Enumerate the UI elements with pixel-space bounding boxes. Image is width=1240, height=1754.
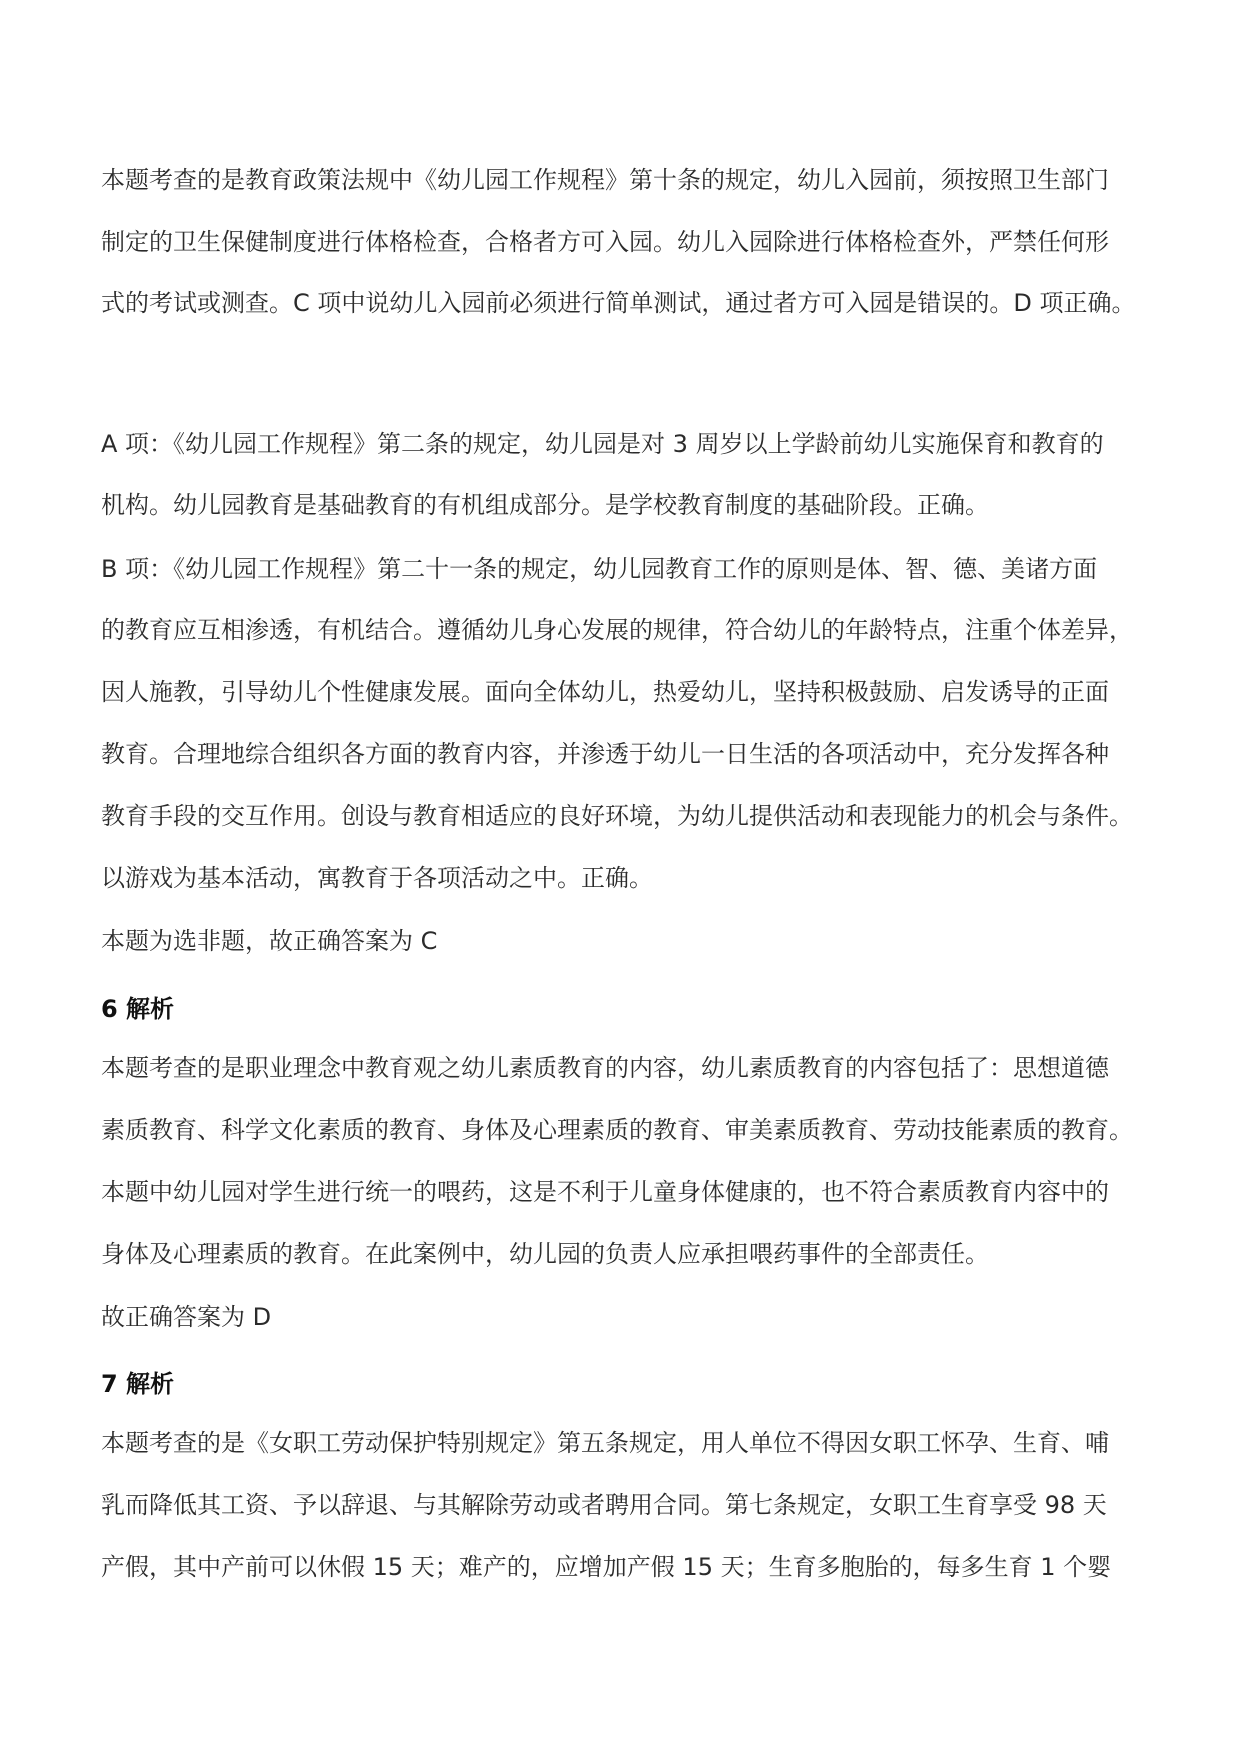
paragraph-line: 本题考查的是教育政策法规中《幼儿园工作规程》第十条的规定，幼儿入园前，须按照卫生部门	[101, 166, 1109, 194]
paragraph-line: 教育手段的交互作用。创设与教育相适应的良好环境，为幼儿提供活动和表现能力的机会与条件。	[101, 802, 1133, 830]
paragraph-line: 以游戏为基本活动，寓教育于各项活动之中。正确。	[101, 864, 653, 892]
paragraph-line: 式的考试或测查。C 项中说幼儿入园前必须进行简单测试，通过者方可入园是错误的。D 项正确。	[101, 289, 1136, 317]
paragraph-line: 本题考查的是职业理念中教育观之幼儿素质教育的内容，幼儿素质教育的内容包括了：思想道德	[101, 1054, 1109, 1082]
paragraph-line: 的教育应互相渗透，有机结合。遵循幼儿身心发展的规律，符合幼儿的年龄特点，注重个体差异，	[101, 616, 1133, 644]
paragraph-line: 素质教育、科学文化素质的教育、身体及心理素质的教育、审美素质教育、劳动技能素质的教育。	[101, 1116, 1133, 1144]
paragraph-line: B 项：《幼儿园工作规程》第二十一条的规定，幼儿园教育工作的原则是体、智、德、美诸方面	[101, 555, 1098, 583]
paragraph-line: 乳而降低其工资、予以辞退、与其解除劳动或者聘用合同。第七条规定，女职工生育享受 98 天	[101, 1491, 1107, 1519]
paragraph-line: 因人施教，引导幼儿个性健康发展。面向全体幼儿，热爱幼儿，坚持积极鼓励、启发诱导的正面	[101, 678, 1109, 706]
answer-line: 故正确答案为 D	[101, 1303, 272, 1331]
paragraph-line: 机构。幼儿园教育是基础教育的有机组成部分。是学校教育制度的基础阶段。正确。	[101, 491, 989, 519]
paragraph-line: 制定的卫生保健制度进行体格检查，合格者方可入园。幼儿入园除进行体格检查外，严禁任何形	[101, 228, 1109, 256]
paragraph-line: 教育。合理地综合组织各方面的教育内容，并渗透于幼儿一日生活的各项活动中，充分发挥各种	[101, 740, 1109, 768]
section-heading: 7 解析	[101, 1370, 175, 1398]
paragraph-line: A 项：《幼儿园工作规程》第二条的规定，幼儿园是对 3 周岁以上学龄前幼儿实施保育和教育的	[101, 430, 1104, 458]
section-heading: 6 解析	[101, 995, 175, 1023]
paragraph-line: 本题中幼儿园对学生进行统一的喂药，这是不利于儿童身体健康的，也不符合素质教育内容中的	[101, 1178, 1109, 1206]
paragraph-line: 产假，其中产前可以休假 15 天；难产的，应增加产假 15 天；生育多胞胎的，每多生育 1 个婴	[101, 1553, 1112, 1581]
paragraph-line: 身体及心理素质的教育。在此案例中，幼儿园的负责人应承担喂药事件的全部责任。	[101, 1240, 989, 1268]
paragraph-line: 本题考查的是《女职工劳动保护特别规定》第五条规定，用人单位不得因女职工怀孕、生育、哺	[101, 1429, 1109, 1457]
answer-line: 本题为选非题，故正确答案为 C	[101, 927, 438, 955]
